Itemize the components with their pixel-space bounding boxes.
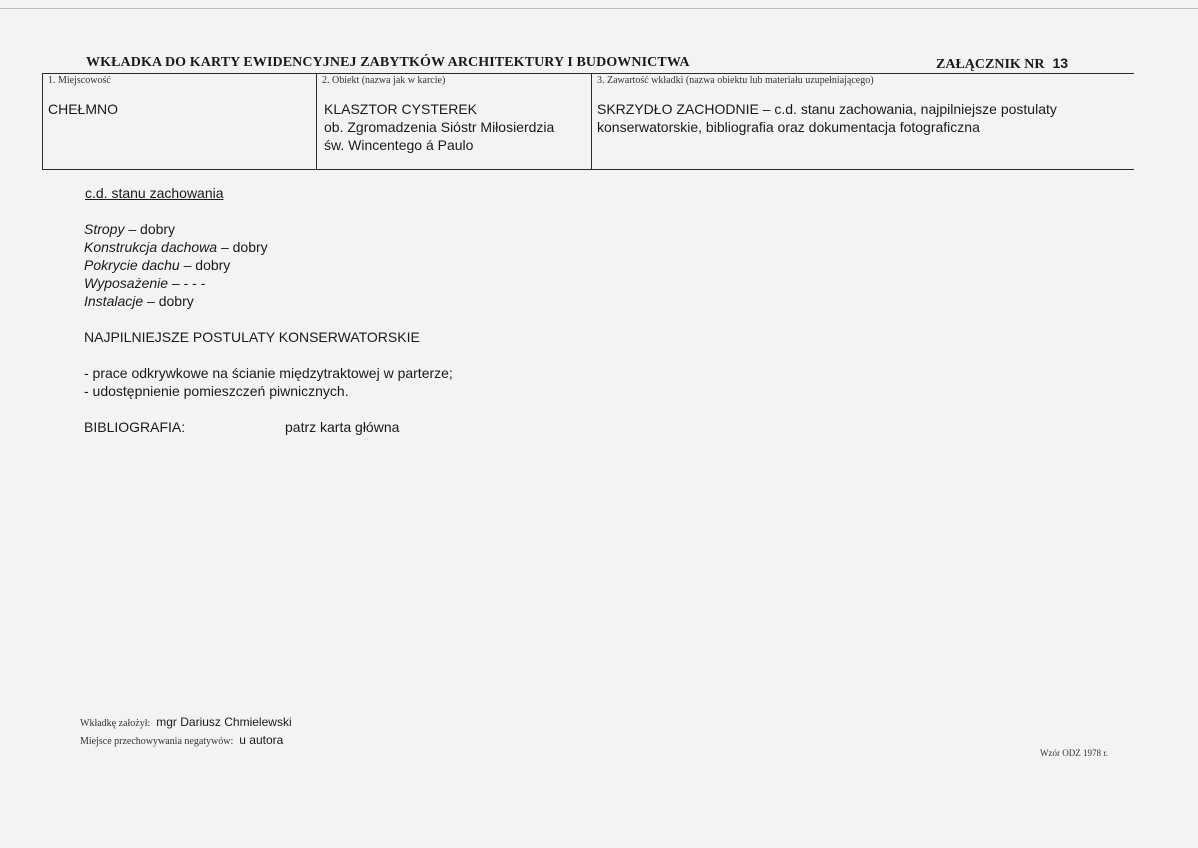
negatives-value: u autora <box>239 733 284 747</box>
annex-label-group <box>936 55 1068 73</box>
object-line: św. Wincentego á Paulo <box>324 137 474 153</box>
condition-list <box>84 220 268 310</box>
condition-value: – dobry <box>217 239 268 255</box>
postulate-item: - udostępnienie pomieszczeń piwnicznych. <box>84 383 349 399</box>
object-value <box>324 100 554 154</box>
condition-name: Wyposażenie <box>84 275 169 291</box>
condition-name: Stropy <box>84 221 125 237</box>
contents-line: konserwatorskie, bibliografia oraz dokumentacja fotograficzna <box>597 119 980 135</box>
bibliography-label: BIBLIOGRAFIA: <box>84 419 186 435</box>
locality-value <box>48 100 118 118</box>
condition-name: Pokrycie dachu <box>84 257 180 273</box>
postulate-item: - prace odkrywkowe na ścianie międzytraktowej w parterze; <box>84 365 453 381</box>
footer-negatives <box>80 731 283 749</box>
annex-label: ZAŁĄCZNIK NR <box>936 57 1045 72</box>
object-line: KLASZTOR CYSTEREK <box>324 101 478 117</box>
form-title: WKŁADKA DO KARTY EWIDENCYJNEJ ZABYTKÓW ARCHITEKTURY I BUDOWNICTWA <box>86 55 690 70</box>
locality-line: CHEŁMNO <box>48 101 119 117</box>
footer-created-by <box>80 713 292 731</box>
condition-value: – dobry <box>124 221 176 237</box>
template-note: Wzór ODZ 1978 r. <box>1040 748 1108 758</box>
condition-value: – dobry <box>179 257 231 273</box>
header-rule <box>42 73 1134 74</box>
table-bottom-rule <box>42 169 1134 170</box>
top-edge-line <box>0 8 1198 9</box>
column-label-object: 2. Obiekt (nazwa jak w karcie) <box>322 75 446 86</box>
created-by-label: Wkładkę założył: <box>80 718 151 729</box>
table-left-border <box>42 73 43 169</box>
contents-line: SKRZYDŁO ZACHODNIE – c.d. stanu zachowania, najpilniejsze postulaty <box>597 101 1057 117</box>
condition-item <box>84 292 268 310</box>
column-label-locality: 1. Miejscowość <box>48 75 111 86</box>
bibliography-value: patrz karta główna <box>285 419 400 435</box>
column-divider-1 <box>316 73 317 169</box>
condition-item <box>84 274 268 292</box>
annex-number: 13 <box>1052 55 1069 71</box>
created-by-value: mgr Dariusz Chmielewski <box>156 715 292 729</box>
condition-value: – dobry <box>143 293 194 309</box>
condition-item <box>84 220 268 238</box>
column-label-contents: 3. Zawartość wkładki (nazwa obiektu lub materiału uzupełniającego) <box>597 75 874 86</box>
section-heading: c.d. stanu zachowania <box>85 185 224 201</box>
condition-item <box>84 238 268 256</box>
condition-name: Konstrukcja dachowa <box>84 239 218 255</box>
column-divider-2 <box>591 73 592 169</box>
condition-name: Instalacje <box>84 293 144 309</box>
object-line: ob. Zgromadzenia Sióstr Miłosierdzia <box>324 119 555 135</box>
postulates-list <box>84 364 453 400</box>
condition-item <box>84 256 268 274</box>
condition-value: – - - - <box>168 275 206 291</box>
contents-value <box>597 100 1057 136</box>
postulates-heading: NAJPILNIEJSZE POSTULATY KONSERWATORSKIE <box>84 329 420 345</box>
negatives-label: Miejsce przechowywania negatywów: <box>80 736 234 747</box>
